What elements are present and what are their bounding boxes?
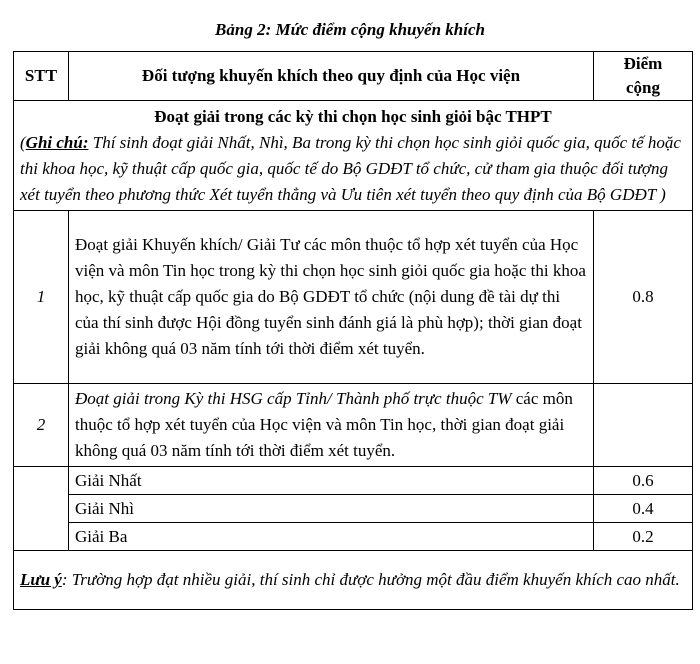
row-stt: 2 [14,384,69,467]
group-cell [14,101,693,211]
header-points-line2: cộng [626,78,660,97]
header-points [594,52,693,101]
footnote-label: Lưu ý [20,570,62,589]
prize-row [14,523,693,551]
row-text-rest: các môn thuộc tổ hợp xét tuyển của Học viện và môn Tin học, thời gian đoạt giải không quá 03 năm tính tới thời điểm xét tuyển. [75,389,573,460]
group-title: Đoạt giải trong các kỳ thi chọn học sinh giỏi bậc THPT [154,107,552,126]
prize-row [14,467,693,495]
group-row [14,101,693,211]
prize-points: 0.6 [594,467,693,495]
table-header-row [14,52,693,101]
note-open-paren: ( [20,133,26,152]
table-caption: Bảng 2: Mức điểm cộng khuyến khích [215,20,485,39]
prize-points: 0.4 [594,495,693,523]
prize-name: Giải Nhất [69,467,594,495]
prize-name: Giải Ba [69,523,594,551]
footnote-row [14,551,693,610]
footnote-text: : Trường hợp đạt nhiều giải, thí sinh chỉ được hưởng một đầu điểm khuyến khích cao nhất. [61,570,680,589]
table-row [14,384,693,467]
row-stt: 1 [14,211,69,384]
header-points-line1: Điểm [623,54,663,73]
table-row [14,211,693,384]
header-stt: STT [14,52,69,101]
footnote-cell [14,551,693,610]
prize-row [14,495,693,523]
prize-name: Giải Nhì [69,495,594,523]
row-text-italic: Đoạt giải trong Kỳ thi HSG cấp Tỉnh/ Thành phố trực thuộc TW [75,389,512,408]
note-label: Ghi chú: [25,133,89,152]
row-text: Đoạt giải Khuyến khích/ Giải Tư các môn thuộc tổ hợp xét tuyển của Học viện và môn Tin học trong kỳ thi chọn học sinh giỏi quốc gia hoặc thi khoa học, kỹ thuật cấp quốc gia do Bộ GDĐT tổ chức (nội dung đề tài dự thi của thí sinh được Hội đồng tuyển sinh đánh giá là phù hợp); thời gian đoạt giải không quá 03 năm tính tới thời điểm xét tuyển. [69,211,594,384]
row-text [69,384,594,467]
row-points: 0.8 [594,211,693,384]
header-subject: Đối tượng khuyến khích theo quy định của Học viện [69,52,594,101]
prize-points: 0.2 [594,523,693,551]
prize-spacer [14,467,69,551]
group-note [20,130,686,208]
note-text: Thí sinh đoạt giải Nhất, Nhì, Ba trong kỳ thi chọn học sinh giỏi quốc gia, quốc tế hoặc thi khoa học, kỹ thuật cấp quốc gia, quốc tế do Bộ GDĐT tổ chức, cử tham gia thuộc đối tượng xét tuyển theo phương thức Xét tuyển thẳng và Ưu tiên xét tuyển theo quy định của Bộ GDĐT ) [20,133,681,204]
bonus-points-table [13,51,693,610]
row-points [594,384,693,467]
